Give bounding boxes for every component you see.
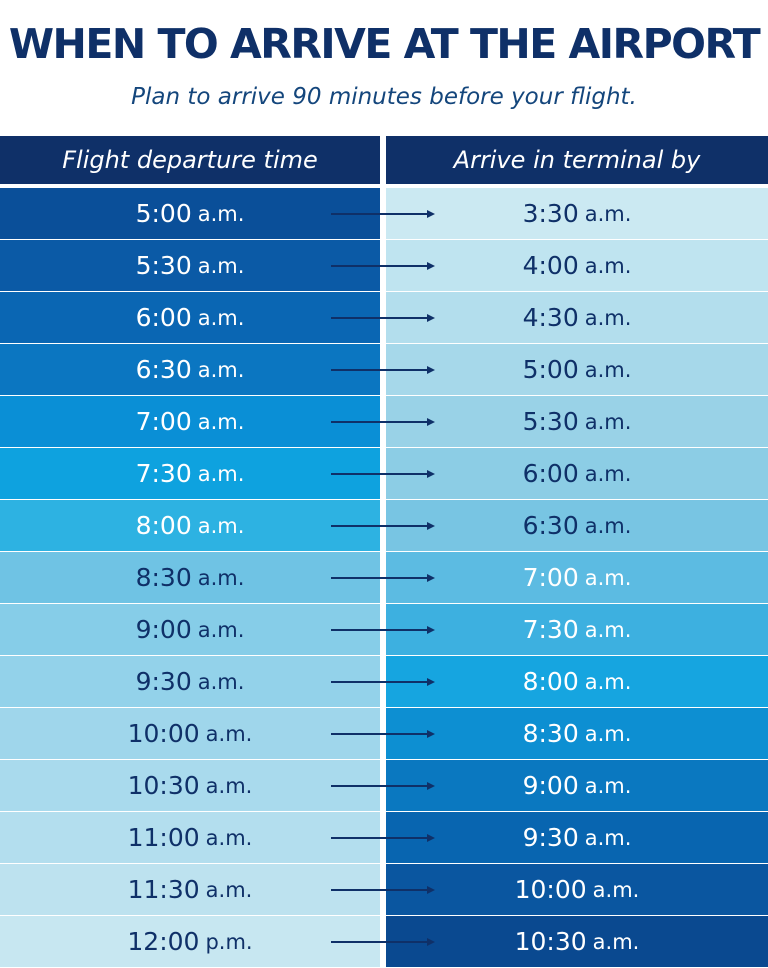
departure-time-cell [0, 448, 380, 499]
arrive-time: 7:30 [522, 615, 579, 644]
departure-time-cell [0, 188, 380, 239]
departure-time: 6:30 [135, 355, 192, 384]
table-row [0, 812, 768, 864]
page-subtitle: Plan to arrive 90 minutes before your flight. [131, 84, 637, 110]
departure-time: 7:00 [135, 407, 192, 436]
arrive-meridiem: a.m. [584, 669, 632, 694]
arrow-right-icon [331, 418, 435, 426]
arrive-meridiem: a.m. [584, 617, 632, 642]
departure-time-cell [0, 500, 380, 551]
arrive-time: 6:30 [522, 511, 579, 540]
departure-time: 5:00 [135, 199, 192, 228]
arrive-time: 8:30 [522, 719, 579, 748]
arrive-meridiem: a.m. [584, 305, 632, 330]
departure-meridiem: a.m. [197, 357, 245, 382]
arrow-right-icon [331, 782, 435, 790]
departure-meridiem: a.m. [197, 565, 245, 590]
arrive-meridiem: a.m. [584, 773, 632, 798]
arrive-time: 10:30 [514, 927, 587, 956]
arrive-meridiem: a.m. [584, 461, 632, 486]
departure-time-cell [0, 240, 380, 291]
arrow-right-icon [331, 574, 435, 582]
arrive-time: 8:00 [522, 667, 579, 696]
departure-meridiem: a.m. [197, 669, 245, 694]
arrive-time: 9:00 [522, 771, 579, 800]
table-row [0, 396, 768, 448]
departure-meridiem: a.m. [197, 305, 245, 330]
departure-time: 6:00 [135, 303, 192, 332]
column-header-arrive: Arrive in terminal by [386, 136, 768, 184]
departure-meridiem: a.m. [205, 773, 253, 798]
departure-time: 11:00 [127, 823, 200, 852]
departure-time-cell [0, 812, 380, 863]
arrive-meridiem: a.m. [584, 201, 632, 226]
arrive-time-cell [386, 292, 768, 343]
arrow-right-icon [331, 210, 435, 218]
arrive-time: 7:00 [522, 563, 579, 592]
departure-meridiem: a.m. [197, 513, 245, 538]
departure-time: 10:00 [127, 719, 200, 748]
arrow-right-icon [331, 522, 435, 530]
departure-meridiem: a.m. [197, 409, 245, 434]
departure-time: 7:30 [135, 459, 192, 488]
arrive-meridiem: a.m. [584, 513, 632, 538]
departure-time-cell [0, 656, 380, 707]
departure-time-cell [0, 864, 380, 915]
arrive-meridiem: a.m. [584, 825, 632, 850]
arrive-time-cell [386, 864, 768, 915]
arrive-meridiem: a.m. [584, 253, 632, 278]
table-row [0, 864, 768, 916]
table-row [0, 240, 768, 292]
arrow-right-icon [331, 262, 435, 270]
table-row [0, 708, 768, 760]
arrive-time: 6:00 [522, 459, 579, 488]
table-row [0, 188, 768, 240]
arrive-time: 5:30 [522, 407, 579, 436]
arrive-time-cell [386, 604, 768, 655]
table-row [0, 552, 768, 604]
arrive-time-cell [386, 500, 768, 551]
arrive-time-cell [386, 656, 768, 707]
arrive-time-cell [386, 188, 768, 239]
table-row [0, 656, 768, 708]
departure-time: 5:30 [135, 251, 192, 280]
arrive-meridiem: a.m. [584, 357, 632, 382]
arrow-right-icon [331, 730, 435, 738]
departure-time-cell [0, 396, 380, 447]
arrow-right-icon [331, 314, 435, 322]
arrow-right-icon [331, 834, 435, 842]
departure-time: 8:00 [135, 511, 192, 540]
arrive-time-cell [386, 708, 768, 759]
departure-time: 8:30 [135, 563, 192, 592]
departure-time-cell [0, 708, 380, 759]
arrive-meridiem: a.m. [584, 721, 632, 746]
table-row [0, 448, 768, 500]
arrive-time: 9:30 [522, 823, 579, 852]
table-row [0, 604, 768, 656]
arrow-right-icon [331, 366, 435, 374]
departure-time: 9:30 [135, 667, 192, 696]
departure-time-cell [0, 916, 380, 967]
arrive-time: 4:30 [522, 303, 579, 332]
arrive-time-cell [386, 552, 768, 603]
departure-time-cell [0, 292, 380, 343]
arrive-time-cell [386, 760, 768, 811]
arrow-right-icon [331, 470, 435, 478]
departure-time-cell [0, 552, 380, 603]
arrive-time-cell [386, 916, 768, 967]
arrow-right-icon [331, 886, 435, 894]
departure-meridiem: a.m. [197, 253, 245, 278]
departure-meridiem: a.m. [205, 825, 253, 850]
table-row [0, 500, 768, 552]
departure-meridiem: a.m. [197, 461, 245, 486]
departure-meridiem: a.m. [205, 721, 253, 746]
arrival-table [0, 136, 768, 960]
arrow-right-icon [331, 626, 435, 634]
departure-time-cell [0, 760, 380, 811]
arrive-time: 5:00 [522, 355, 579, 384]
page-title: WHEN TO ARRIVE AT THE AIRPORT [8, 20, 760, 68]
departure-time: 12:00 [127, 927, 200, 956]
departure-meridiem: p.m. [205, 929, 253, 954]
arrive-meridiem: a.m. [584, 565, 632, 590]
departure-time: 9:00 [135, 615, 192, 644]
departure-meridiem: a.m. [197, 617, 245, 642]
departure-meridiem: a.m. [205, 877, 253, 902]
arrive-time-cell [386, 344, 768, 395]
arrive-time: 10:00 [514, 875, 587, 904]
departure-time-cell [0, 344, 380, 395]
table-row [0, 344, 768, 396]
column-header-departure: Flight departure time [0, 136, 380, 184]
departure-time-cell [0, 604, 380, 655]
arrive-time-cell [386, 448, 768, 499]
arrive-time-cell [386, 396, 768, 447]
arrive-meridiem: a.m. [584, 409, 632, 434]
table-row [0, 292, 768, 344]
table-row [0, 916, 768, 968]
arrive-meridiem: a.m. [592, 929, 640, 954]
departure-meridiem: a.m. [197, 201, 245, 226]
table-row [0, 760, 768, 812]
departure-time: 10:30 [127, 771, 200, 800]
arrive-time-cell [386, 240, 768, 291]
arrive-meridiem: a.m. [592, 877, 640, 902]
arrive-time-cell [386, 812, 768, 863]
arrow-right-icon [331, 938, 435, 946]
arrive-time: 3:30 [522, 199, 579, 228]
arrow-right-icon [331, 678, 435, 686]
arrive-time: 4:00 [522, 251, 579, 280]
departure-time: 11:30 [127, 875, 200, 904]
